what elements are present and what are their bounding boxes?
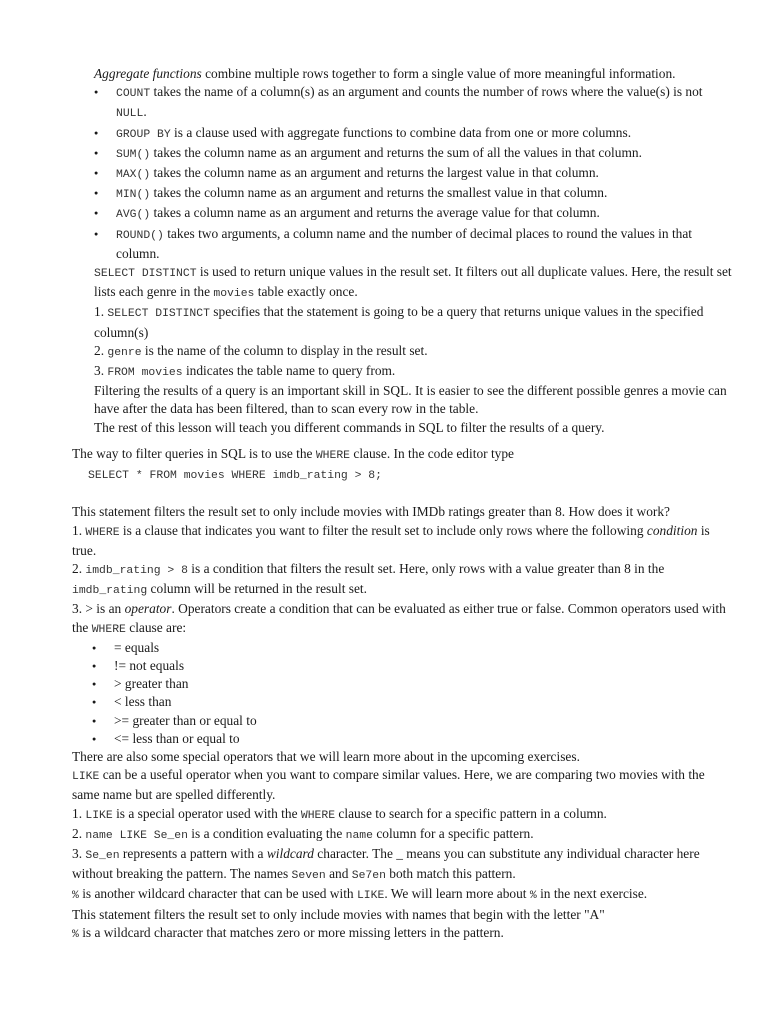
list-item: ● MIN() takes the column name as an argument and returns the smallest value in that column. (94, 184, 734, 204)
aggregate-section (94, 65, 734, 437)
where-step-2: 2. imdb_rating > 8 is a condition that filters the result set. Here, only rows with a value greater than 8 in the imdb_rating column will be returned in the result set. (72, 561, 665, 598)
special-operators-para: There are also some special operators that we will learn more about in the upcoming exercises. (72, 749, 580, 765)
list-item: ● >= greater than or equal to (92, 712, 734, 730)
distinct-step-1: 1. SELECT DISTINCT specifies that the statement is going to be a query that returns unique values in the specified column(s) (94, 304, 704, 340)
where-step-1: 1. WHERE is a clause that indicates you want to filter the result set to include only rows where the following condition is true. (72, 522, 710, 558)
distinct-step-3: 3. FROM movies indicates the table name to query from. (94, 363, 396, 380)
list-item: ● COUNT takes the name of a column(s) as an argument and counts the number of rows where the value(s) is not NULL. (94, 83, 734, 123)
like-step-2: 2. name LIKE Se_en is a condition evaluating the name column for a specific pattern. (72, 825, 534, 842)
list-item: ● GROUP BY is a clause used with aggregate functions to combine data from one or more columns. (94, 124, 734, 144)
where-statement: This statement filters the result set to only include movies with IMDb ratings greater than 8. How does it work? (72, 504, 670, 520)
like-intro: LIKE can be a useful operator when you want to compare similar values. Here, we are comparing two movies with the same name but are spelled differently. (72, 767, 705, 803)
final-statement-para: This statement filters the result set to only include movies with names that begin with the letter "A" (72, 906, 605, 922)
aggregate-function-list (94, 83, 734, 263)
percent-wildcard-para: % is another wildcard character that can be used with LIKE. We will learn more about % in the next exercise. (72, 886, 648, 903)
list-item: ● AVG() takes a column name as an argument and returns the average value for that column. (94, 204, 734, 224)
distinct-para: SELECT DISTINCT is used to return unique values in the result set. It filters out all duplicate values. Here, the result set lists each genre in the movies table exactly once. (94, 264, 732, 301)
like-step-3: 3. Se_en represents a pattern with a wildcard character. The _ means you can substitute any individual character here without breaking the pattern. The names Seven and Se7en both match this pattern. (72, 846, 700, 883)
list-item: ● SUM() takes the column name as an argument and returns the sum of all the values in that column. (94, 144, 734, 164)
aggregate-intro: Aggregate functions combine multiple rows together to form a single value of more meaningful information. (94, 66, 676, 81)
rest-of-lesson-para: The rest of this lesson will teach you different commands in SQL to filter the results of a query. (94, 419, 605, 435)
where-intro: The way to filter queries in SQL is to use the WHERE clause. In the code editor type (72, 446, 515, 462)
list-item: ● > greater than (92, 675, 734, 693)
list-item: ● MAX() takes the column name as an argument and returns the largest value in that column. (94, 164, 734, 184)
list-item: ● ROUND() takes two arguments, a column name and the number of decimal places to round the values in that column. (94, 225, 734, 263)
filtering-para: Filtering the results of a query is an important skill in SQL. It is easier to see the different possible genres a movie can have after the data has been filtered, than to scan every row in the table. (94, 383, 727, 417)
code-example: SELECT * FROM movies WHERE imdb_rating > 8; (88, 470, 382, 483)
aggregate-term: Aggregate functions (94, 66, 202, 81)
list-item: ● = equals (92, 639, 734, 657)
list-item: ● != not equals (92, 657, 734, 675)
operator-list (92, 639, 734, 748)
final-wildcard-para: % is a wildcard character that matches zero or more missing letters in the pattern. (72, 924, 504, 941)
list-item: ● < less than (92, 693, 734, 711)
like-step-1: 1. LIKE is a special operator used with the WHERE clause to search for a specific pattern in a column. (72, 805, 607, 822)
where-step-3: 3. > is an operator. Operators create a condition that can be evaluated as either true or false. Common operators used with the WHERE clause are: (72, 601, 726, 636)
where-section (72, 445, 734, 944)
list-item: ● <= less than or equal to (92, 730, 734, 748)
distinct-step-2: 2. genre is the name of the column to display in the result set. (94, 342, 428, 359)
